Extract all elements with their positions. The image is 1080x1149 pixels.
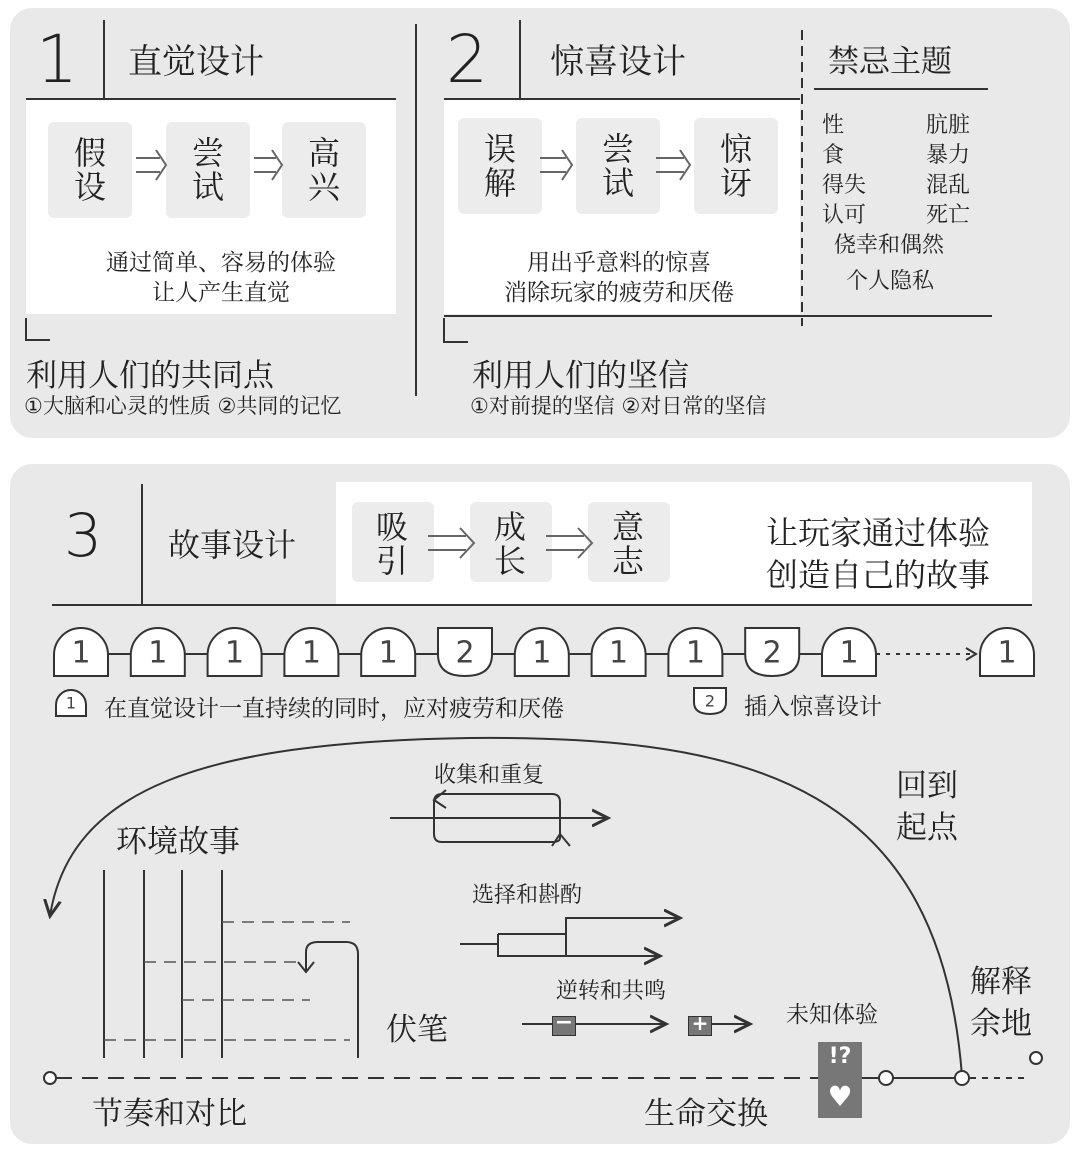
section2-number: 2 bbox=[446, 21, 488, 98]
section3-desc-line1: 让玩家通过体验 bbox=[766, 514, 991, 552]
svg-text:2: 2 bbox=[762, 635, 782, 671]
svg-text:1: 1 bbox=[148, 635, 168, 671]
reversal-label: 逆转和共鸣 bbox=[556, 979, 667, 1004]
section2-step-2-label: 尝试 bbox=[601, 130, 634, 202]
return-start-label-1: 回到 bbox=[896, 768, 958, 804]
svg-text:1: 1 bbox=[225, 635, 245, 671]
svg-text:1: 1 bbox=[65, 693, 77, 713]
rhythm-label: 节奏和对比 bbox=[92, 1096, 247, 1132]
taboo-item: 混乱 bbox=[926, 173, 971, 198]
svg-text:1: 1 bbox=[839, 635, 859, 671]
section3-number: 3 bbox=[64, 501, 103, 571]
taboo-item: 暴力 bbox=[926, 143, 971, 168]
unknown-label: 未知体验 bbox=[786, 1002, 878, 1028]
taboo-item: 得失 bbox=[822, 173, 867, 198]
taboo-item: 肮脏 bbox=[926, 113, 971, 138]
section2-desc-line2: 消除玩家的疲劳和厌倦 bbox=[504, 280, 734, 306]
unknown-symbol: !? bbox=[828, 1044, 852, 1069]
collect-label: 收集和重复 bbox=[434, 763, 545, 788]
section1-number: 1 bbox=[36, 21, 78, 98]
section2-footer-title: 利用人们的坚信 bbox=[472, 358, 689, 394]
svg-text:1: 1 bbox=[685, 635, 705, 671]
svg-text:2: 2 bbox=[704, 691, 716, 711]
section2-step-1-label: 误解 bbox=[483, 130, 516, 202]
taboo-item: 性 bbox=[822, 113, 845, 138]
taboo-item: 认可 bbox=[822, 203, 867, 228]
section1-step-3-label: 高兴 bbox=[307, 134, 340, 206]
taboo-item: 侥幸和偶然 bbox=[834, 233, 945, 258]
section1-step-2-label: 尝试 bbox=[191, 134, 224, 206]
section1-footer-sub: ①大脑和心灵的性质 ②共同的记忆 bbox=[24, 394, 342, 418]
section1-step-1-label: 假设 bbox=[73, 134, 106, 206]
taboo-title: 禁忌主题 bbox=[828, 44, 952, 80]
foreshadow-label: 伏笔 bbox=[386, 1012, 448, 1048]
taboo-item: 死亡 bbox=[926, 203, 971, 228]
section1-footer-title: 利用人们的共同点 bbox=[26, 358, 274, 394]
taboo-item: 食 bbox=[822, 143, 845, 168]
interpret-label-2: 余地 bbox=[970, 1006, 1032, 1042]
return-start-label-2: 起点 bbox=[896, 810, 958, 846]
svg-text:1: 1 bbox=[301, 635, 321, 671]
legend-1-text: 在直觉设计一直持续的同时，应对疲劳和厌倦 bbox=[104, 696, 564, 722]
section1-title: 直觉设计 bbox=[128, 42, 264, 82]
svg-text:2: 2 bbox=[455, 635, 475, 671]
life-exchange-label: 生命交换 bbox=[644, 1096, 768, 1132]
heart-icon: ♥ bbox=[827, 1080, 853, 1113]
section2-title: 惊喜设计 bbox=[550, 42, 686, 82]
section2-step-3-label: 惊讶 bbox=[719, 130, 752, 202]
section3-step-3-label: 意志 bbox=[611, 508, 644, 580]
choice-label: 选择和斟酌 bbox=[472, 883, 583, 908]
env-story-label: 环境故事 bbox=[116, 824, 240, 860]
section1-desc-line2: 让人产生直觉 bbox=[152, 280, 290, 306]
svg-text:1: 1 bbox=[609, 635, 629, 671]
section3-desc-line2: 创造自己的故事 bbox=[766, 556, 991, 594]
section3-title: 故事设计 bbox=[168, 526, 297, 564]
plus-sign: + bbox=[691, 1011, 709, 1035]
svg-text:1: 1 bbox=[532, 635, 552, 671]
svg-text:1: 1 bbox=[378, 635, 398, 671]
svg-text:1: 1 bbox=[71, 635, 91, 671]
section1-desc-line1: 通过简单、容易的体验 bbox=[106, 250, 336, 276]
section2-footer-sub: ①对前提的坚信 ②对日常的坚信 bbox=[470, 394, 767, 418]
section2-desc-line1: 用出乎意料的惊喜 bbox=[527, 250, 711, 276]
taboo-item: 个人隐私 bbox=[846, 269, 935, 294]
legend-2-text: 插入惊喜设计 bbox=[744, 694, 882, 720]
svg-text:1: 1 bbox=[997, 635, 1017, 671]
minus-sign: − bbox=[554, 1010, 574, 1035]
interpret-label-1: 解释 bbox=[970, 964, 1032, 1000]
section3-step-1-label: 吸引 bbox=[375, 508, 408, 580]
section3-step-2-label: 成长 bbox=[493, 508, 526, 580]
